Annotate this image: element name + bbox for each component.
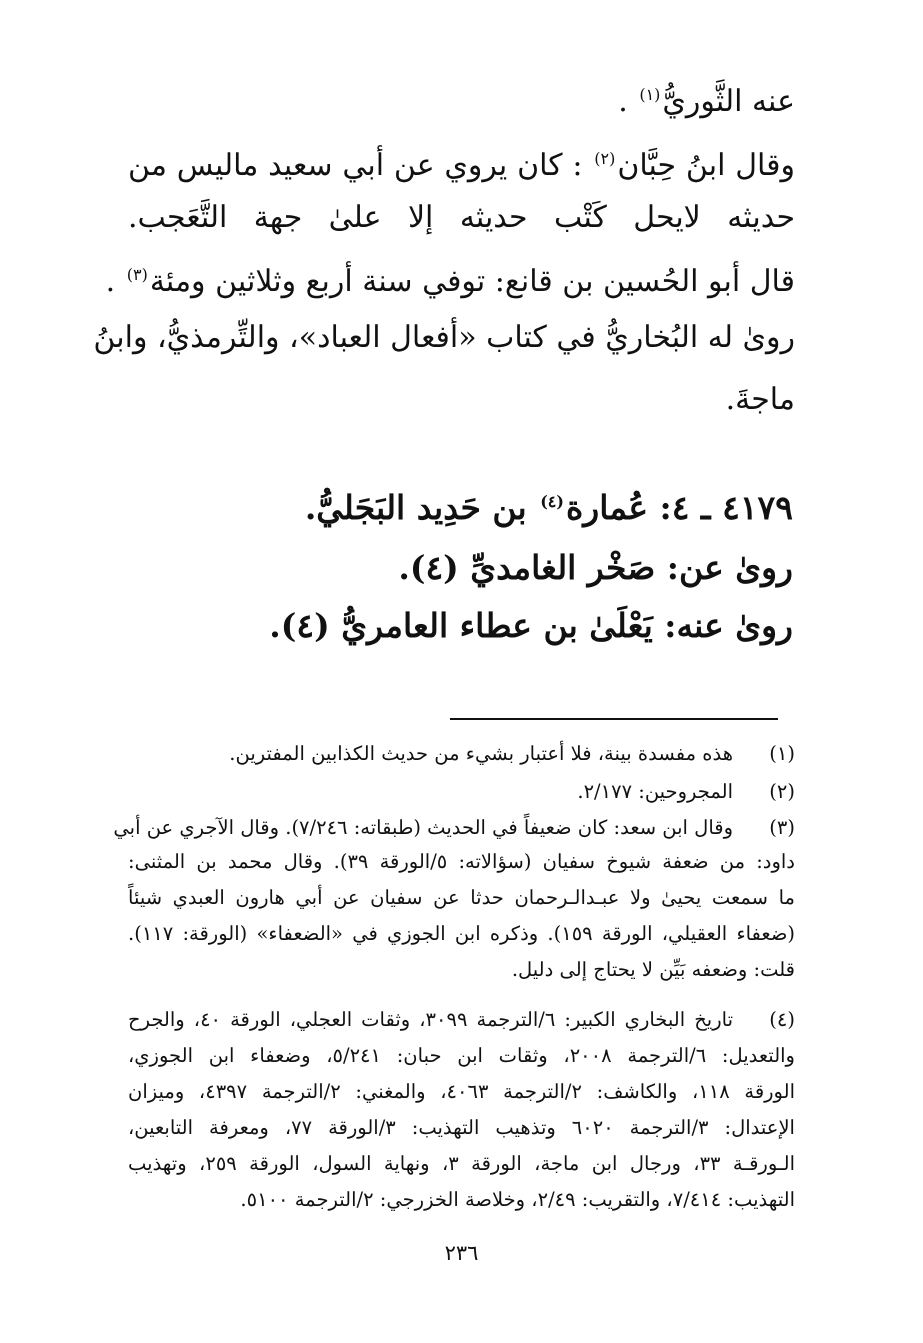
footnote-ref-2[interactable]: (٢): [594, 149, 616, 168]
entry-heading-a: ٤١٧٩ ـ ٤: عُمارة: [565, 488, 793, 527]
footnote-3-line-1: وقال ابن سعد: كان ضعيفاً في الحديث (طبقاته: ٧/٢٤٦). وقال الآجري عن أبي: [113, 816, 733, 839]
body-line-2-b: : كان يروي عن أبي سعيد ماليس من: [128, 148, 593, 183]
footnote-3-line-3: ما سمعت يحيىٰ ولا عبـدالـرحمان حدثا عن سفيان عن أبي هارون العبدي شيئاً: [128, 886, 795, 909]
body-line-1-text: عنه الثَّوريُّ: [662, 84, 795, 119]
footnote-ref-1[interactable]: (١): [639, 85, 661, 104]
page-number: ٢٣٦: [444, 1241, 479, 1265]
body-line-2: [128, 146, 795, 186]
entry-heading: [305, 486, 793, 530]
footnote-ref-4[interactable]: (٤): [540, 492, 564, 511]
footnote-4-line-2: والتعديل: ٦/الترجمة ٢٠٠٨، وثقات ابن حبان: ٥/٢٤١، وضعفاء ابن الجوزي،: [128, 1044, 795, 1067]
body-line-5: روىٰ له البُخاريُّ في كتاب «أفعال العباد»، والتِّرمذيُّ، وابنُ: [93, 320, 795, 355]
entry-heading-b: بن حَدِيد البَجَليُّ.: [304, 488, 539, 527]
body-line-1-end: .: [618, 84, 638, 119]
footnote-4-line-5: الـورقـة ٣٣، ورجال ابن ماجة، الورقة ٣، ونهاية السول، الورقة ٢٥٩، وتهذيب: [128, 1152, 795, 1175]
footnote-separator: [450, 718, 778, 720]
body-line-2-a: وقال ابنُ حِبَّان: [617, 148, 795, 183]
footnote-2-line-1: المجروحين: ٢/١٧٧.: [577, 780, 733, 803]
footnote-number-4: (٤): [769, 1008, 795, 1031]
footnote-4-line-1: تاريخ البخاري الكبير: ٦/الترجمة ٣٠٩٩، وثقات العجلي، الورقة ٤٠، والجرح: [128, 1008, 733, 1031]
footnote-number-2: (٢): [769, 780, 795, 803]
entry-narrated-from: روىٰ عن: صَخْر الغامديِّ (٤).: [398, 548, 793, 587]
footnote-ref-3[interactable]: (٣): [126, 265, 148, 284]
body-line-6: ماجةَ.: [725, 382, 795, 417]
body-line-4-end: .: [105, 264, 125, 299]
footnote-number-3: (٣): [769, 816, 795, 839]
footnote-number-1: (١): [769, 742, 795, 765]
body-line-4-text: قال أبو الحُسين بن قانع: توفي سنة أربع وثلاثين ومئة: [149, 264, 795, 299]
footnote-3-line-4: (ضعفاء العقيلي، الورقة ١٥٩). وذكره ابن الجوزي في «الضعفاء» (الورقة: ١١٧).: [128, 922, 795, 945]
footnote-3-line-5: قلت: وضعفه بَيِّن لا يحتاج إلى دليل.: [511, 958, 795, 981]
footnote-4-line-3: الورقة ١١٨، والكاشف: ٢/الترجمة ٤٠٦٣، والمغني: ٢/الترجمة ٤٣٩٧، وميزان: [128, 1080, 795, 1103]
body-line-3: حديثه لايحل كَتْب حديثه إلا علىٰ جهة التَّعَجب.: [128, 200, 795, 235]
footnote-4-line-4: الإعتدال: ٣/الترجمة ٦٠٢٠ وتذهيب التهذيب: ٣/الورقة ٧٧، ومعرفة التابعين،: [128, 1116, 795, 1139]
footnote-3-line-2: داود: من ضعفة شيوخ سفيان (سؤالاته: ٥/الورقة ٣٩). وقال محمد بن المثنى:: [128, 850, 795, 873]
footnote-1-line-1: هذه مفسدة بينة، فلا أعتبار بشيء من حديث الكذابين المفترين.: [229, 742, 733, 765]
entry-narrated-by: روىٰ عنه: يَعْلَىٰ بن عطاء العامريُّ (٤).: [269, 606, 793, 645]
body-line-4: [106, 262, 795, 302]
footnote-4-line-6: التهذيب: ٧/٤١٤، والتقريب: ٢/٤٩، وخلاصة الخزرجي: ٢/الترجمة ٥١٠٠.: [240, 1188, 795, 1211]
body-line-1: [618, 82, 795, 122]
